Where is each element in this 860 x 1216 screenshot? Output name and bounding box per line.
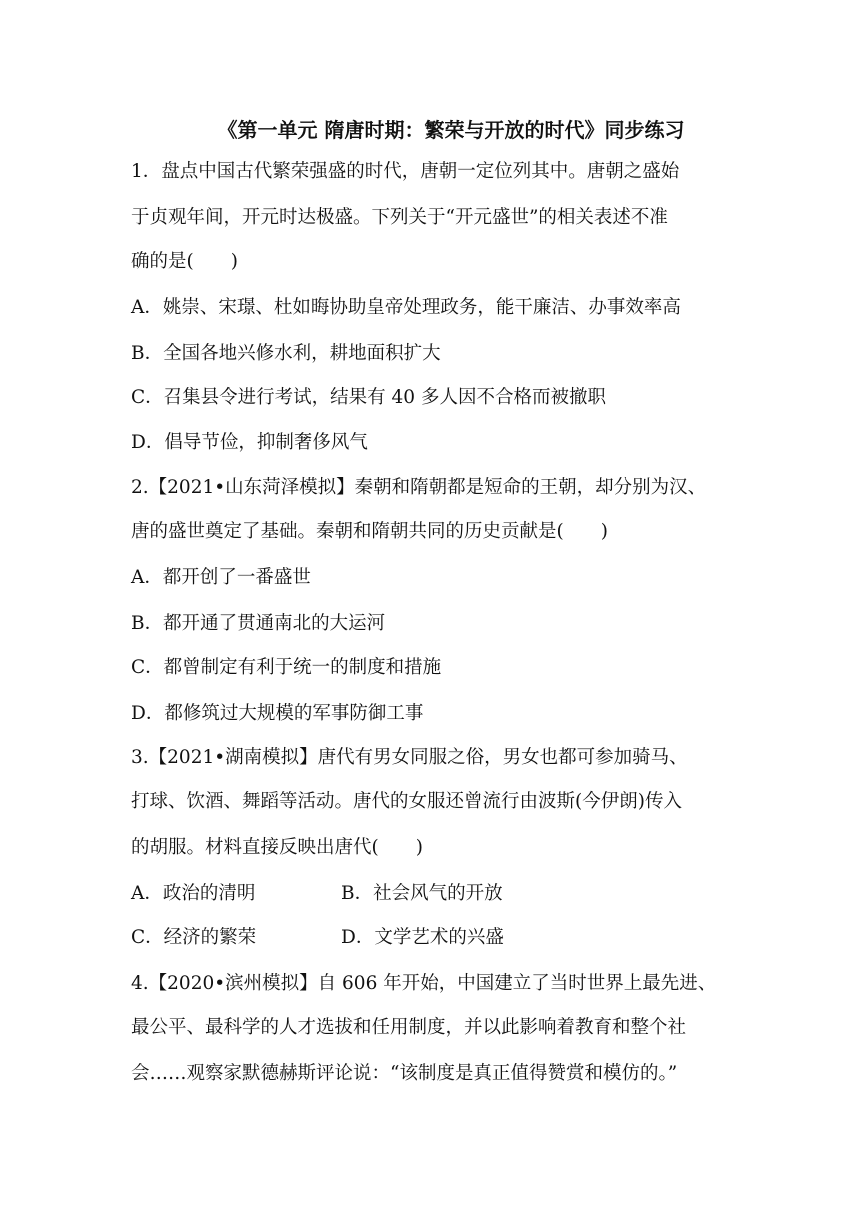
question-3-line-1: 3.【2021•湖南模拟】唐代有男女同服之俗，男女也都可参加骑马、 [131, 747, 688, 768]
question-3-option-a: A．政治的清明 [131, 883, 256, 904]
question-1-line-3: 确的是( ) [131, 251, 238, 272]
question-3-option-b: B．社会风气的开放 [341, 883, 503, 904]
question-3-option-row-1 [131, 882, 751, 906]
question-2-line-2: 唐的盛世奠定了基础。秦朝和隋朝共同的历史贡献是( ) [131, 521, 608, 542]
question-2-option-d: D．都修筑过大规模的军事防御工事 [131, 703, 424, 724]
question-3-option-row-2 [131, 926, 751, 950]
question-1-option-c: C．召集县令进行考试，结果有 40 多人因不合格而被撤职 [131, 387, 606, 408]
question-2-option-b: B．都开通了贯通南北的大运河 [131, 613, 386, 634]
question-3-line-2: 打球、饮酒、舞蹈等活动。唐代的女服还曾流行由波斯(今伊朗)传入 [131, 791, 682, 812]
question-2-option-a: A．都开创了一番盛世 [131, 567, 311, 588]
question-2-option-c: C．都曾制定有利于统一的制度和措施 [131, 657, 442, 678]
question-4-line-2: 最公平、最科学的人才选拔和任用制度，并以此影响着教育和整个社 [131, 1017, 687, 1038]
question-1-option-a: A．姚崇、宋璟、杜如晦协助皇帝处理政务，能干廉洁、办事效率高 [131, 297, 681, 318]
page-title: 《第一单元 隋唐时期：繁荣与开放的时代》同步练习 [217, 118, 685, 142]
question-2-line-1: 2.【2021•山东菏泽模拟】秦朝和隋朝都是短命的王朝，却分别为汉、 [131, 477, 707, 498]
question-4-line-3: 会……观察家默德赫斯评论说：“该制度是真正值得赞赏和模仿的。” [131, 1063, 678, 1084]
question-3-line-3: 的胡服。材料直接反映出唐代( ) [131, 837, 423, 858]
question-3-option-c: C．经济的繁荣 [131, 927, 257, 948]
question-1-line-1: 1．盘点中国古代繁荣强盛的时代，唐朝一定位列其中。唐朝之盛始 [131, 161, 680, 182]
question-4-line-1: 4.【2020•滨州模拟】自 606 年开始，中国建立了当时世界上最先进、 [131, 973, 717, 994]
question-1-line-2: 于贞观年间，开元时达极盛。下列关于“开元盛世”的相关表述不准 [131, 207, 668, 228]
question-1-option-b: B．全国各地兴修水利，耕地面积扩大 [131, 343, 441, 364]
question-3-option-d: D．文学艺术的兴盛 [341, 927, 504, 948]
question-1-option-d: D．倡导节俭，抑制奢侈风气 [131, 432, 368, 453]
